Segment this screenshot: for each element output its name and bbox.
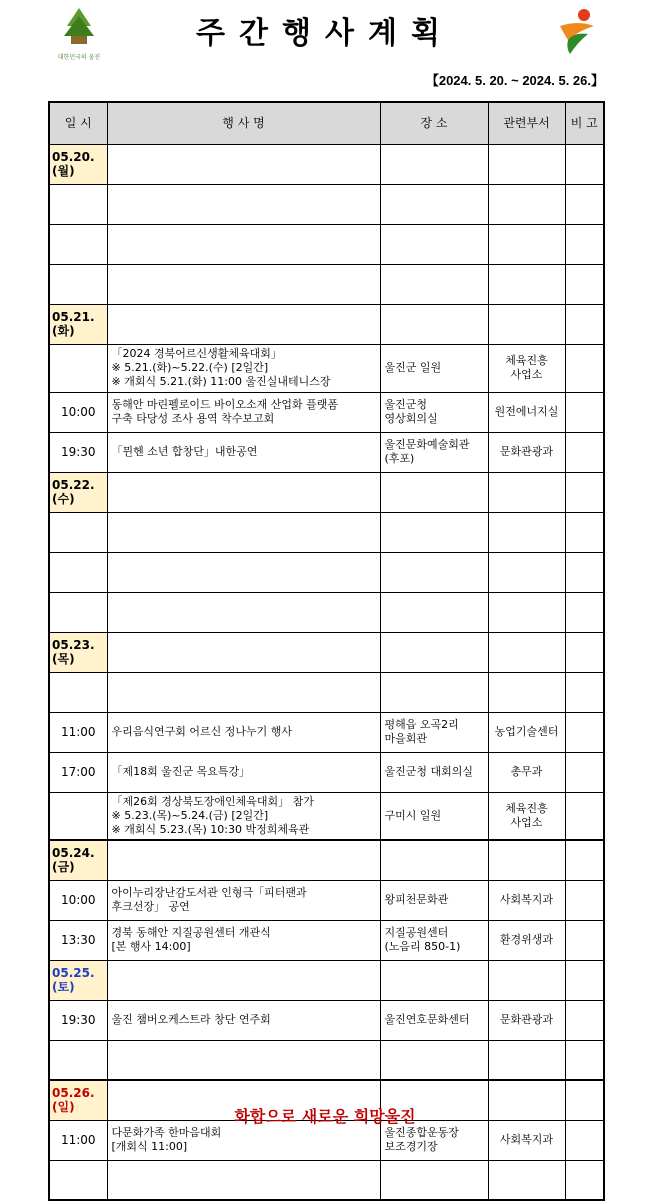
event-place [380, 1160, 488, 1200]
logo-caption: 대한민국의 울진 [57, 54, 101, 61]
event-place: 왕피천문화관 [380, 880, 488, 920]
empty-cell [488, 144, 565, 184]
event-row [49, 512, 604, 552]
event-row [49, 880, 604, 920]
event-place: 구미시 일원 [380, 792, 488, 840]
event-time: 11:00 [49, 712, 107, 752]
empty-cell [488, 632, 565, 672]
empty-cell [488, 960, 565, 1000]
event-dept [488, 264, 565, 304]
event-name [107, 264, 380, 304]
event-note [565, 184, 604, 224]
event-note [565, 592, 604, 632]
event-row [49, 344, 604, 392]
event-dept [488, 512, 565, 552]
event-dept: 환경위생과 [488, 920, 565, 960]
event-note [565, 432, 604, 472]
empty-cell [380, 304, 488, 344]
day-label: 05.23.(목) [49, 632, 107, 672]
event-dept: 사회복지과 [488, 880, 565, 920]
empty-cell [565, 632, 604, 672]
empty-cell [380, 840, 488, 880]
column-header-event: 행 사 명 [107, 102, 380, 144]
day-label: 05.22.(수) [49, 472, 107, 512]
event-time [49, 344, 107, 392]
event-name [107, 552, 380, 592]
event-dept [488, 184, 565, 224]
event-row [49, 264, 604, 304]
empty-cell [380, 144, 488, 184]
event-note [565, 224, 604, 264]
runner-emblem-icon [554, 6, 600, 56]
event-dept: 문화관광과 [488, 432, 565, 472]
event-place: 울진연호문화센터 [380, 1000, 488, 1040]
event-place [380, 1040, 488, 1080]
event-note [565, 1160, 604, 1200]
event-row [49, 224, 604, 264]
event-dept: 문화관광과 [488, 1000, 565, 1040]
event-name: 「제18회 울진군 목요특강」 [107, 752, 380, 792]
event-place: 울진군 일원 [380, 344, 488, 392]
event-note [565, 1040, 604, 1080]
event-dept: 사회복지과 [488, 1120, 565, 1160]
event-name: 동해안 마린펠로이드 바이오소재 산업화 플랫폼 구축 타당성 조사 용역 착수보고회 [107, 392, 380, 432]
event-dept: 체육진흥 사업소 [488, 344, 565, 392]
schedule-period: 【2024. 5. 20. ~ 2024. 5. 26.】 [425, 73, 604, 88]
event-row [49, 712, 604, 752]
event-name [107, 592, 380, 632]
empty-cell [565, 960, 604, 1000]
event-place: 지질공원센터 (노음리 850-1) [380, 920, 488, 960]
event-note [565, 792, 604, 840]
event-dept [488, 1160, 565, 1200]
event-dept [488, 1040, 565, 1080]
empty-cell [380, 960, 488, 1000]
event-row [49, 1160, 604, 1200]
event-dept: 체육진흥 사업소 [488, 792, 565, 840]
empty-cell [565, 840, 604, 880]
empty-cell [565, 472, 604, 512]
event-place [380, 552, 488, 592]
event-name: 「뮌헨 소년 합창단」내한공연 [107, 432, 380, 472]
event-note [565, 672, 604, 712]
event-time: 11:00 [49, 1120, 107, 1160]
event-name: 「2024 경북어르신생활체육대회」 ※ 5.21.(화)~5.22.(수) [2일간] ※ 개회식 5.21.(화) 11:00 울진실내테니스장 [107, 344, 380, 392]
empty-cell [107, 304, 380, 344]
event-dept: 총무과 [488, 752, 565, 792]
document-header [0, 0, 650, 100]
event-row [49, 752, 604, 792]
event-time [49, 672, 107, 712]
footer-slogan: 화합으로 새로운 희망울진 [234, 1107, 416, 1126]
event-place [380, 672, 488, 712]
day-label: 05.20.(월) [49, 144, 107, 184]
event-note [565, 880, 604, 920]
event-note [565, 264, 604, 304]
event-place [380, 264, 488, 304]
page-title: 주간행사계획 [196, 16, 454, 51]
event-row [49, 392, 604, 432]
empty-cell [107, 144, 380, 184]
event-row [49, 920, 604, 960]
event-name: 우리음식연구회 어르신 정나누기 행사 [107, 712, 380, 752]
event-name [107, 1160, 380, 1200]
event-row [49, 672, 604, 712]
event-time [49, 224, 107, 264]
day-label: 05.24.(금) [49, 840, 107, 880]
event-name: 「제26회 경상북도장애인체육대회」 참가 ※ 5.23.(목)~5.24.(금) [2일간] ※ 개회식 5.23.(목) 10:30 박정희체육관 [107, 792, 380, 840]
event-dept [488, 224, 565, 264]
empty-cell [380, 472, 488, 512]
day-row [49, 960, 604, 1000]
event-place: 울진군청 대회의실 [380, 752, 488, 792]
table-header-row [49, 102, 604, 144]
event-dept: 원전에너지실 [488, 392, 565, 432]
emblem-logo [554, 6, 600, 56]
event-name: 울진 챔버오케스트라 창단 연주회 [107, 1000, 380, 1040]
event-name [107, 184, 380, 224]
event-place [380, 512, 488, 552]
event-dept [488, 672, 565, 712]
empty-cell [488, 840, 565, 880]
event-place [380, 224, 488, 264]
event-row [49, 592, 604, 632]
event-name [107, 512, 380, 552]
empty-cell [488, 304, 565, 344]
event-note [565, 752, 604, 792]
event-dept [488, 552, 565, 592]
day-label: 05.26.(일) [49, 1080, 107, 1120]
column-header-place: 장 소 [380, 102, 488, 144]
empty-cell [107, 632, 380, 672]
empty-cell [565, 304, 604, 344]
event-time: 19:30 [49, 1000, 107, 1040]
event-row [49, 432, 604, 472]
event-time [49, 1160, 107, 1200]
event-note [565, 920, 604, 960]
uljin-logo [50, 6, 108, 61]
event-row [49, 1000, 604, 1040]
event-time [49, 1040, 107, 1080]
event-place: 울진종합운동장 보조경기장 [380, 1120, 488, 1160]
column-header-datetime: 일 시 [49, 102, 107, 144]
event-row [49, 552, 604, 592]
event-row [49, 184, 604, 224]
event-place: 평해읍 오곡2리 마을회관 [380, 712, 488, 752]
day-label: 05.25.(토) [49, 960, 107, 1000]
column-header-dept: 관련부서 [488, 102, 565, 144]
empty-cell [380, 632, 488, 672]
event-note [565, 344, 604, 392]
event-time: 13:30 [49, 920, 107, 960]
empty-cell [107, 840, 380, 880]
event-name: 아이누리장난감도서관 인형극「피터팬과 후크선장」 공연 [107, 880, 380, 920]
event-dept: 농업기술센터 [488, 712, 565, 752]
pine-tree-logo-icon [59, 6, 99, 46]
event-time [49, 184, 107, 224]
empty-cell [488, 472, 565, 512]
event-name: 다문화가족 한마음대회 [개회식 11:00] [107, 1120, 380, 1160]
empty-cell [107, 472, 380, 512]
event-row [49, 792, 604, 840]
event-time [49, 592, 107, 632]
event-place [380, 592, 488, 632]
event-row [49, 1040, 604, 1080]
weekly-schedule-table [48, 101, 605, 1201]
event-time: 19:30 [49, 432, 107, 472]
day-row [49, 840, 604, 880]
event-time: 10:00 [49, 880, 107, 920]
event-place [380, 184, 488, 224]
event-name: 경북 동해안 지질공원센터 개관식 [본 행사 14:00] [107, 920, 380, 960]
event-name [107, 672, 380, 712]
empty-cell [107, 960, 380, 1000]
event-note [565, 712, 604, 752]
event-name [107, 1040, 380, 1080]
event-note [565, 1000, 604, 1040]
event-note [565, 552, 604, 592]
event-name [107, 224, 380, 264]
event-note [565, 512, 604, 552]
event-time: 17:00 [49, 752, 107, 792]
day-label: 05.21.(화) [49, 304, 107, 344]
event-time [49, 552, 107, 592]
event-time [49, 264, 107, 304]
empty-cell [565, 144, 604, 184]
event-time: 10:00 [49, 392, 107, 432]
day-row [49, 472, 604, 512]
event-place: 울진문화예술회관 (후포) [380, 432, 488, 472]
event-time [49, 512, 107, 552]
column-header-note: 비 고 [565, 102, 604, 144]
day-row [49, 144, 604, 184]
event-note [565, 392, 604, 432]
day-row [49, 304, 604, 344]
event-time [49, 792, 107, 840]
event-dept [488, 592, 565, 632]
day-row [49, 632, 604, 672]
event-place: 울진군청 영상회의실 [380, 392, 488, 432]
